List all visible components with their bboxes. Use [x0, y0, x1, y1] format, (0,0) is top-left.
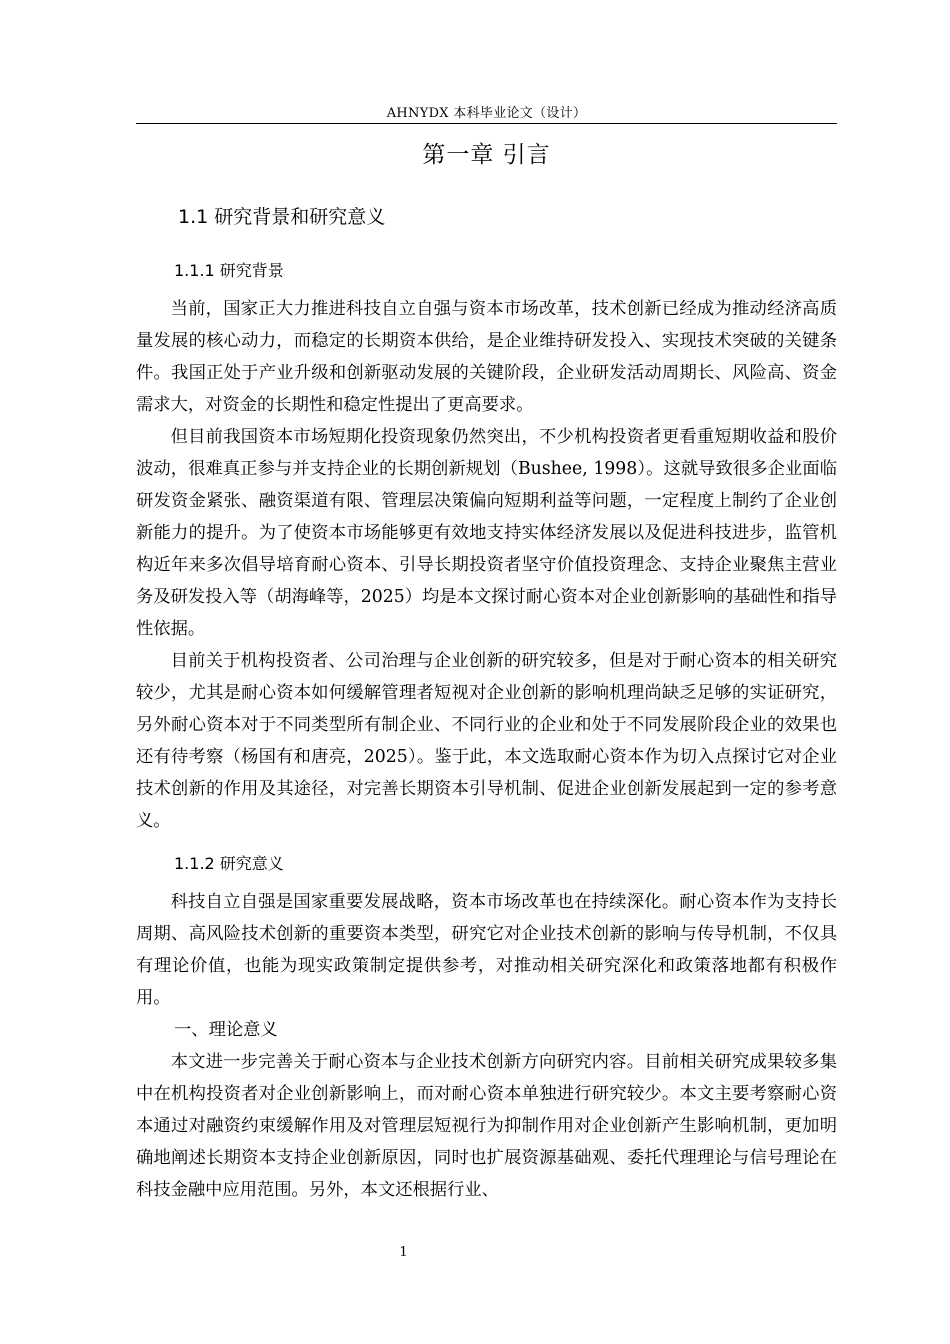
header-rule [136, 123, 837, 124]
subsection-title-1-1-1: 1.1.1 研究背景 [174, 261, 284, 280]
section-title-1-1: 1.1 研究背景和研究意义 [178, 206, 386, 228]
chapter-title: 第一章 引言 [422, 142, 551, 168]
paragraph-background-2: 但目前我国资本市场短期化投资现象仍然突出，不少机构投资者更看重短期收益和股价波动，很难真正参与并支持企业的长期创新规划（Bushee, 1998）。这就导致很多企业面临研发资金紧张、融资渠道有限、管理层决策偏向短期利益等问题，一定程度上制约了企业创新能力的提升。为了使资本市场能够更有效地支持实体经济发展以及促进科技进步，监管机构近年来多次倡导培育耐心资本、引导长期投资者坚守价值投资理念、支持企业聚焦主营业务及研发投入等（胡海峰等，2025）均是本文探讨耐心资本对企业创新影响的基础性和指导性依据。 [136, 427, 837, 639]
theory-significance-heading: 一、理论意义 [174, 1020, 278, 1040]
subsection-title-1-1-2: 1.1.2 研究意义 [174, 854, 284, 873]
paragraph-significance-1: 科技自立自强是国家重要发展战略，资本市场改革也在持续深化。耐心资本作为支持长周期、高风险技术创新的重要资本类型，研究它对企业技术创新的影响与传导机制，不仅具有理论价值，也能为现实政策制定提供参考，对推动相关研究深化和政策落地都有积极作用。 [136, 892, 837, 1008]
paragraph-theory-significance: 本文进一步完善关于耐心资本与企业技术创新方向研究内容。目前相关研究成果较多集中在机构投资者对企业创新影响上，而对耐心资本单独进行研究较少。本文主要考察耐心资本通过对融资约束缓解作用及对管理层短视行为抑制作用对企业创新产生影响机制，更加明确地阐述长期资本支持企业创新原因，同时也扩展资源基础观、委托代理理论与信号理论在科技金融中应用范围。另外，本文还根据行业、 [136, 1052, 837, 1200]
page-number: 1 [399, 1245, 408, 1260]
paragraph-background-1: 当前，国家正大力推进科技自立自强与资本市场改革，技术创新已经成为推动经济高质量发展的核心动力，而稳定的长期资本供给，是企业维持研发投入、实现技术突破的关键条件。我国正处于产业升级和创新驱动发展的关键阶段，企业研发活动周期长、风险高、资金需求大，对资金的长期性和稳定性提出了更高要求。 [136, 299, 837, 415]
paragraph-background-3: 目前关于机构投资者、公司治理与企业创新的研究较多，但是对于耐心资本的相关研究较少，尤其是耐心资本如何缓解管理者短视对企业创新的影响机理尚缺乏足够的实证研究，另外耐心资本对于不同类型所有制企业、不同行业的企业和处于不同发展阶段企业的效果也还有待考察（杨国有和唐亮，2025）。鉴于此，本文选取耐心资本作为切入点探讨它对企业技术创新的作用及其途径，对完善长期资本引导机制、促进企业创新发展起到一定的参考意义。 [136, 651, 837, 831]
page-header: AHNYDX 本科毕业论文（设计） [386, 106, 587, 121]
